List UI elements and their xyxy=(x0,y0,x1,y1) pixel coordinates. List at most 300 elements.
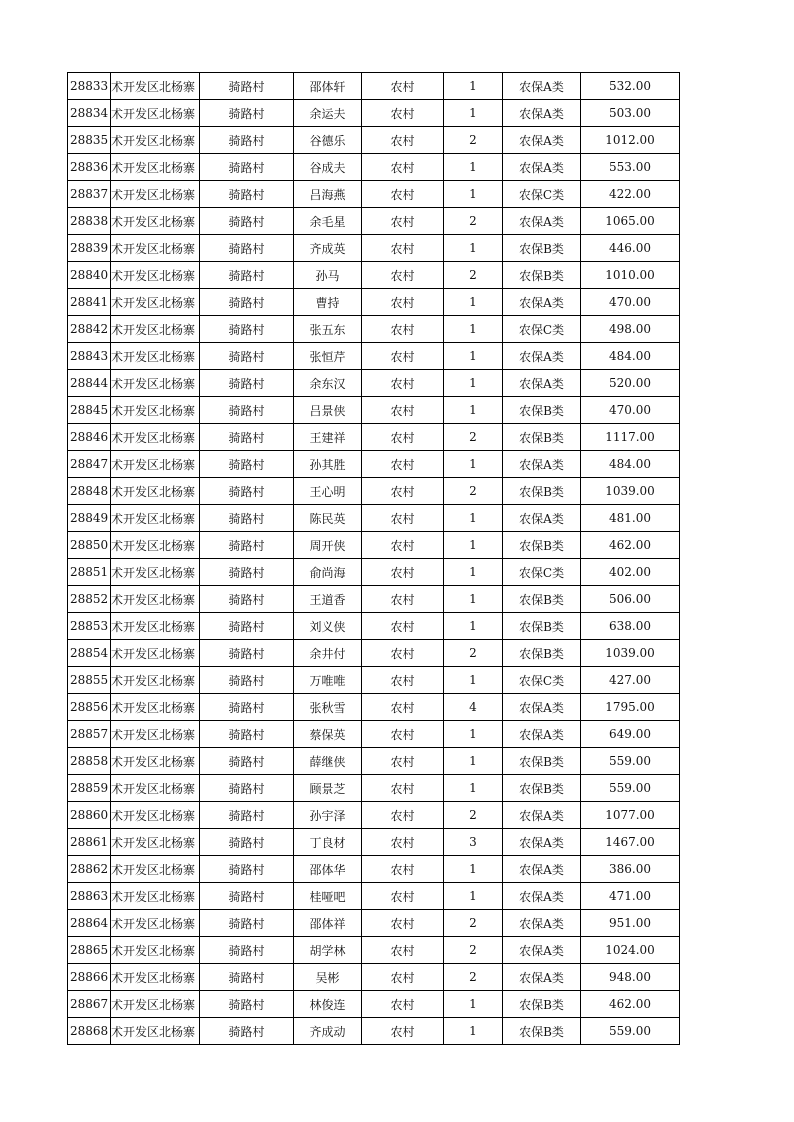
cell-village: 骑路村 xyxy=(200,937,294,964)
table-row xyxy=(68,829,680,856)
cell-type: 农村 xyxy=(362,721,444,748)
cell-amount: 386.00 xyxy=(581,856,680,883)
cell-id: 28849 xyxy=(68,505,111,532)
cell-amount: 462.00 xyxy=(581,991,680,1018)
cell-amount: 649.00 xyxy=(581,721,680,748)
cell-amount: 1065.00 xyxy=(581,208,680,235)
cell-category: 农保A类 xyxy=(503,100,581,127)
cell-name: 余毛星 xyxy=(294,208,362,235)
cell-count: 1 xyxy=(444,343,503,370)
cell-type: 农村 xyxy=(362,289,444,316)
cell-village: 骑路村 xyxy=(200,748,294,775)
cell-amount: 462.00 xyxy=(581,532,680,559)
table-row xyxy=(68,937,680,964)
cell-area: 术开发区北杨寨 xyxy=(111,235,200,262)
cell-area: 术开发区北杨寨 xyxy=(111,505,200,532)
cell-name: 孙马 xyxy=(294,262,362,289)
cell-category: 农保C类 xyxy=(503,316,581,343)
cell-id: 28851 xyxy=(68,559,111,586)
cell-type: 农村 xyxy=(362,640,444,667)
cell-category: 农保B类 xyxy=(503,397,581,424)
cell-name: 蔡保英 xyxy=(294,721,362,748)
cell-count: 1 xyxy=(444,397,503,424)
table-row xyxy=(68,73,680,100)
cell-category: 农保A类 xyxy=(503,127,581,154)
table-row xyxy=(68,694,680,721)
cell-name: 吴彬 xyxy=(294,964,362,991)
cell-amount: 422.00 xyxy=(581,181,680,208)
cell-name: 曹持 xyxy=(294,289,362,316)
cell-count: 2 xyxy=(444,802,503,829)
cell-village: 骑路村 xyxy=(200,343,294,370)
cell-name: 薛继侠 xyxy=(294,748,362,775)
cell-count: 3 xyxy=(444,829,503,856)
cell-area: 术开发区北杨寨 xyxy=(111,586,200,613)
cell-village: 骑路村 xyxy=(200,73,294,100)
cell-id: 28859 xyxy=(68,775,111,802)
cell-type: 农村 xyxy=(362,235,444,262)
cell-type: 农村 xyxy=(362,559,444,586)
cell-category: 农保A类 xyxy=(503,343,581,370)
cell-category: 农保B类 xyxy=(503,613,581,640)
cell-village: 骑路村 xyxy=(200,289,294,316)
cell-area: 术开发区北杨寨 xyxy=(111,748,200,775)
cell-area: 术开发区北杨寨 xyxy=(111,289,200,316)
cell-village: 骑路村 xyxy=(200,100,294,127)
cell-area: 术开发区北杨寨 xyxy=(111,964,200,991)
cell-amount: 506.00 xyxy=(581,586,680,613)
cell-area: 术开发区北杨寨 xyxy=(111,883,200,910)
cell-count: 1 xyxy=(444,100,503,127)
cell-amount: 1467.00 xyxy=(581,829,680,856)
cell-count: 2 xyxy=(444,208,503,235)
cell-type: 农村 xyxy=(362,424,444,451)
table-row xyxy=(68,559,680,586)
table-row xyxy=(68,748,680,775)
cell-category: 农保A类 xyxy=(503,154,581,181)
cell-category: 农保B类 xyxy=(503,424,581,451)
cell-count: 1 xyxy=(444,289,503,316)
cell-name: 余运夫 xyxy=(294,100,362,127)
table-row xyxy=(68,289,680,316)
table-row xyxy=(68,235,680,262)
cell-amount: 559.00 xyxy=(581,1018,680,1045)
cell-id: 28857 xyxy=(68,721,111,748)
cell-amount: 559.00 xyxy=(581,775,680,802)
cell-category: 农保A类 xyxy=(503,208,581,235)
cell-village: 骑路村 xyxy=(200,667,294,694)
cell-name: 邵体轩 xyxy=(294,73,362,100)
cell-name: 王心明 xyxy=(294,478,362,505)
cell-category: 农保A类 xyxy=(503,721,581,748)
cell-category: 农保A类 xyxy=(503,883,581,910)
cell-id: 28863 xyxy=(68,883,111,910)
cell-village: 骑路村 xyxy=(200,883,294,910)
cell-name: 余井付 xyxy=(294,640,362,667)
cell-count: 1 xyxy=(444,154,503,181)
cell-village: 骑路村 xyxy=(200,640,294,667)
cell-category: 农保B类 xyxy=(503,775,581,802)
cell-amount: 1077.00 xyxy=(581,802,680,829)
cell-amount: 520.00 xyxy=(581,370,680,397)
cell-village: 骑路村 xyxy=(200,829,294,856)
cell-area: 术开发区北杨寨 xyxy=(111,478,200,505)
table-row xyxy=(68,100,680,127)
cell-category: 农保B类 xyxy=(503,748,581,775)
cell-amount: 498.00 xyxy=(581,316,680,343)
table-row xyxy=(68,802,680,829)
cell-area: 术开发区北杨寨 xyxy=(111,694,200,721)
cell-count: 2 xyxy=(444,964,503,991)
cell-village: 骑路村 xyxy=(200,424,294,451)
cell-type: 农村 xyxy=(362,829,444,856)
cell-name: 余东汉 xyxy=(294,370,362,397)
cell-id: 28858 xyxy=(68,748,111,775)
cell-count: 1 xyxy=(444,856,503,883)
cell-category: 农保A类 xyxy=(503,964,581,991)
cell-category: 农保A类 xyxy=(503,910,581,937)
cell-type: 农村 xyxy=(362,802,444,829)
cell-amount: 481.00 xyxy=(581,505,680,532)
cell-village: 骑路村 xyxy=(200,775,294,802)
cell-category: 农保A类 xyxy=(503,451,581,478)
table-row xyxy=(68,640,680,667)
cell-type: 农村 xyxy=(362,316,444,343)
cell-village: 骑路村 xyxy=(200,910,294,937)
table-row xyxy=(68,1018,680,1045)
cell-area: 术开发区北杨寨 xyxy=(111,532,200,559)
table-row xyxy=(68,964,680,991)
cell-count: 2 xyxy=(444,937,503,964)
cell-type: 农村 xyxy=(362,397,444,424)
cell-id: 28838 xyxy=(68,208,111,235)
cell-id: 28848 xyxy=(68,478,111,505)
cell-id: 28852 xyxy=(68,586,111,613)
cell-id: 28866 xyxy=(68,964,111,991)
cell-amount: 427.00 xyxy=(581,667,680,694)
cell-area: 术开发区北杨寨 xyxy=(111,127,200,154)
cell-category: 农保A类 xyxy=(503,856,581,883)
table-row xyxy=(68,370,680,397)
cell-name: 张恒芹 xyxy=(294,343,362,370)
cell-area: 术开发区北杨寨 xyxy=(111,802,200,829)
table-row xyxy=(68,613,680,640)
cell-village: 骑路村 xyxy=(200,316,294,343)
cell-category: 农保B类 xyxy=(503,532,581,559)
cell-type: 农村 xyxy=(362,370,444,397)
cell-count: 2 xyxy=(444,424,503,451)
cell-name: 王道香 xyxy=(294,586,362,613)
cell-category: 农保B类 xyxy=(503,478,581,505)
cell-area: 术开发区北杨寨 xyxy=(111,181,200,208)
table-row xyxy=(68,775,680,802)
cell-area: 术开发区北杨寨 xyxy=(111,262,200,289)
cell-id: 28846 xyxy=(68,424,111,451)
cell-area: 术开发区北杨寨 xyxy=(111,559,200,586)
cell-village: 骑路村 xyxy=(200,721,294,748)
cell-id: 28837 xyxy=(68,181,111,208)
cell-area: 术开发区北杨寨 xyxy=(111,613,200,640)
table-row xyxy=(68,343,680,370)
table-row xyxy=(68,478,680,505)
cell-count: 2 xyxy=(444,262,503,289)
cell-type: 农村 xyxy=(362,262,444,289)
cell-amount: 951.00 xyxy=(581,910,680,937)
cell-id: 28855 xyxy=(68,667,111,694)
table-row xyxy=(68,316,680,343)
table-row xyxy=(68,397,680,424)
cell-id: 28865 xyxy=(68,937,111,964)
cell-area: 术开发区北杨寨 xyxy=(111,640,200,667)
cell-village: 骑路村 xyxy=(200,262,294,289)
cell-village: 骑路村 xyxy=(200,856,294,883)
cell-count: 2 xyxy=(444,478,503,505)
cell-area: 术开发区北杨寨 xyxy=(111,208,200,235)
table-row xyxy=(68,262,680,289)
cell-count: 1 xyxy=(444,370,503,397)
cell-area: 术开发区北杨寨 xyxy=(111,1018,200,1045)
cell-category: 农保A类 xyxy=(503,802,581,829)
cell-amount: 471.00 xyxy=(581,883,680,910)
cell-village: 骑路村 xyxy=(200,802,294,829)
table-row xyxy=(68,883,680,910)
cell-name: 林俊连 xyxy=(294,991,362,1018)
cell-count: 1 xyxy=(444,613,503,640)
table-row xyxy=(68,505,680,532)
cell-type: 农村 xyxy=(362,505,444,532)
cell-type: 农村 xyxy=(362,532,444,559)
cell-village: 骑路村 xyxy=(200,127,294,154)
cell-type: 农村 xyxy=(362,586,444,613)
cell-id: 28840 xyxy=(68,262,111,289)
cell-name: 张五东 xyxy=(294,316,362,343)
cell-village: 骑路村 xyxy=(200,505,294,532)
records-table xyxy=(67,72,680,1045)
cell-count: 1 xyxy=(444,667,503,694)
cell-id: 28843 xyxy=(68,343,111,370)
table-row xyxy=(68,667,680,694)
cell-type: 农村 xyxy=(362,100,444,127)
cell-type: 农村 xyxy=(362,694,444,721)
cell-village: 骑路村 xyxy=(200,559,294,586)
cell-count: 1 xyxy=(444,532,503,559)
cell-id: 28853 xyxy=(68,613,111,640)
table-row xyxy=(68,181,680,208)
cell-village: 骑路村 xyxy=(200,397,294,424)
cell-category: 农保A类 xyxy=(503,937,581,964)
cell-count: 1 xyxy=(444,451,503,478)
table-row xyxy=(68,451,680,478)
cell-name: 顾景芝 xyxy=(294,775,362,802)
cell-category: 农保A类 xyxy=(503,694,581,721)
cell-category: 农保B类 xyxy=(503,991,581,1018)
cell-id: 28844 xyxy=(68,370,111,397)
cell-area: 术开发区北杨寨 xyxy=(111,667,200,694)
cell-type: 农村 xyxy=(362,937,444,964)
cell-type: 农村 xyxy=(362,856,444,883)
cell-amount: 484.00 xyxy=(581,451,680,478)
cell-count: 1 xyxy=(444,748,503,775)
cell-count: 1 xyxy=(444,1018,503,1045)
cell-name: 吕海燕 xyxy=(294,181,362,208)
cell-count: 4 xyxy=(444,694,503,721)
table-row xyxy=(68,856,680,883)
cell-village: 骑路村 xyxy=(200,991,294,1018)
cell-name: 陈民英 xyxy=(294,505,362,532)
cell-category: 农保A类 xyxy=(503,505,581,532)
cell-name: 吕景侠 xyxy=(294,397,362,424)
cell-name: 张秋雪 xyxy=(294,694,362,721)
cell-village: 骑路村 xyxy=(200,451,294,478)
cell-type: 农村 xyxy=(362,775,444,802)
cell-type: 农村 xyxy=(362,343,444,370)
cell-id: 28867 xyxy=(68,991,111,1018)
cell-count: 2 xyxy=(444,910,503,937)
cell-count: 2 xyxy=(444,640,503,667)
cell-category: 农保C类 xyxy=(503,559,581,586)
cell-amount: 1117.00 xyxy=(581,424,680,451)
cell-id: 28854 xyxy=(68,640,111,667)
cell-amount: 1010.00 xyxy=(581,262,680,289)
cell-area: 术开发区北杨寨 xyxy=(111,856,200,883)
cell-type: 农村 xyxy=(362,208,444,235)
cell-category: 农保A类 xyxy=(503,370,581,397)
cell-id: 28845 xyxy=(68,397,111,424)
cell-area: 术开发区北杨寨 xyxy=(111,316,200,343)
cell-area: 术开发区北杨寨 xyxy=(111,721,200,748)
table-row xyxy=(68,127,680,154)
cell-amount: 484.00 xyxy=(581,343,680,370)
cell-count: 1 xyxy=(444,883,503,910)
cell-category: 农保C类 xyxy=(503,667,581,694)
cell-id: 28860 xyxy=(68,802,111,829)
cell-name: 俞尚海 xyxy=(294,559,362,586)
cell-count: 1 xyxy=(444,73,503,100)
cell-amount: 503.00 xyxy=(581,100,680,127)
cell-count: 1 xyxy=(444,586,503,613)
cell-count: 2 xyxy=(444,127,503,154)
cell-village: 骑路村 xyxy=(200,181,294,208)
table-row xyxy=(68,424,680,451)
cell-area: 术开发区北杨寨 xyxy=(111,910,200,937)
cell-count: 1 xyxy=(444,775,503,802)
cell-type: 农村 xyxy=(362,73,444,100)
cell-amount: 470.00 xyxy=(581,397,680,424)
cell-area: 术开发区北杨寨 xyxy=(111,937,200,964)
table-row xyxy=(68,586,680,613)
cell-count: 1 xyxy=(444,991,503,1018)
cell-count: 1 xyxy=(444,235,503,262)
cell-name: 邵体华 xyxy=(294,856,362,883)
cell-category: 农保B类 xyxy=(503,640,581,667)
cell-id: 28839 xyxy=(68,235,111,262)
cell-type: 农村 xyxy=(362,154,444,181)
cell-name: 齐成动 xyxy=(294,1018,362,1045)
cell-village: 骑路村 xyxy=(200,694,294,721)
cell-type: 农村 xyxy=(362,613,444,640)
cell-area: 术开发区北杨寨 xyxy=(111,991,200,1018)
cell-type: 农村 xyxy=(362,127,444,154)
cell-type: 农村 xyxy=(362,478,444,505)
table-row xyxy=(68,532,680,559)
cell-id: 28835 xyxy=(68,127,111,154)
cell-name: 孙宇泽 xyxy=(294,802,362,829)
cell-type: 农村 xyxy=(362,910,444,937)
cell-area: 术开发区北杨寨 xyxy=(111,829,200,856)
cell-type: 农村 xyxy=(362,1018,444,1045)
table-row xyxy=(68,721,680,748)
cell-name: 周开侠 xyxy=(294,532,362,559)
cell-category: 农保C类 xyxy=(503,181,581,208)
cell-category: 农保B类 xyxy=(503,586,581,613)
cell-village: 骑路村 xyxy=(200,235,294,262)
cell-name: 桂哑吧 xyxy=(294,883,362,910)
cell-id: 28842 xyxy=(68,316,111,343)
cell-name: 刘义侠 xyxy=(294,613,362,640)
cell-category: 农保B类 xyxy=(503,235,581,262)
cell-village: 骑路村 xyxy=(200,370,294,397)
cell-village: 骑路村 xyxy=(200,964,294,991)
cell-type: 农村 xyxy=(362,667,444,694)
cell-id: 28836 xyxy=(68,154,111,181)
cell-category: 农保A类 xyxy=(503,829,581,856)
cell-category: 农保A类 xyxy=(503,73,581,100)
cell-name: 齐成英 xyxy=(294,235,362,262)
cell-area: 术开发区北杨寨 xyxy=(111,397,200,424)
cell-village: 骑路村 xyxy=(200,1018,294,1045)
cell-count: 1 xyxy=(444,181,503,208)
cell-type: 农村 xyxy=(362,748,444,775)
cell-amount: 559.00 xyxy=(581,748,680,775)
cell-type: 农村 xyxy=(362,181,444,208)
cell-category: 农保B类 xyxy=(503,1018,581,1045)
cell-name: 万唯唯 xyxy=(294,667,362,694)
cell-id: 28834 xyxy=(68,100,111,127)
cell-amount: 446.00 xyxy=(581,235,680,262)
cell-village: 骑路村 xyxy=(200,613,294,640)
cell-type: 农村 xyxy=(362,964,444,991)
cell-amount: 1039.00 xyxy=(581,640,680,667)
cell-amount: 1012.00 xyxy=(581,127,680,154)
cell-id: 28850 xyxy=(68,532,111,559)
cell-name: 王建祥 xyxy=(294,424,362,451)
cell-village: 骑路村 xyxy=(200,532,294,559)
table-row xyxy=(68,154,680,181)
cell-count: 1 xyxy=(444,721,503,748)
cell-village: 骑路村 xyxy=(200,154,294,181)
cell-amount: 470.00 xyxy=(581,289,680,316)
cell-area: 术开发区北杨寨 xyxy=(111,73,200,100)
cell-village: 骑路村 xyxy=(200,208,294,235)
cell-amount: 402.00 xyxy=(581,559,680,586)
cell-category: 农保A类 xyxy=(503,289,581,316)
cell-area: 术开发区北杨寨 xyxy=(111,775,200,802)
cell-area: 术开发区北杨寨 xyxy=(111,343,200,370)
cell-id: 28861 xyxy=(68,829,111,856)
cell-id: 28847 xyxy=(68,451,111,478)
cell-area: 术开发区北杨寨 xyxy=(111,451,200,478)
cell-id: 28862 xyxy=(68,856,111,883)
cell-type: 农村 xyxy=(362,883,444,910)
cell-type: 农村 xyxy=(362,451,444,478)
cell-name: 谷成夫 xyxy=(294,154,362,181)
cell-category: 农保B类 xyxy=(503,262,581,289)
table-row xyxy=(68,910,680,937)
table-row xyxy=(68,208,680,235)
cell-name: 孙其胜 xyxy=(294,451,362,478)
cell-village: 骑路村 xyxy=(200,586,294,613)
cell-village: 骑路村 xyxy=(200,478,294,505)
